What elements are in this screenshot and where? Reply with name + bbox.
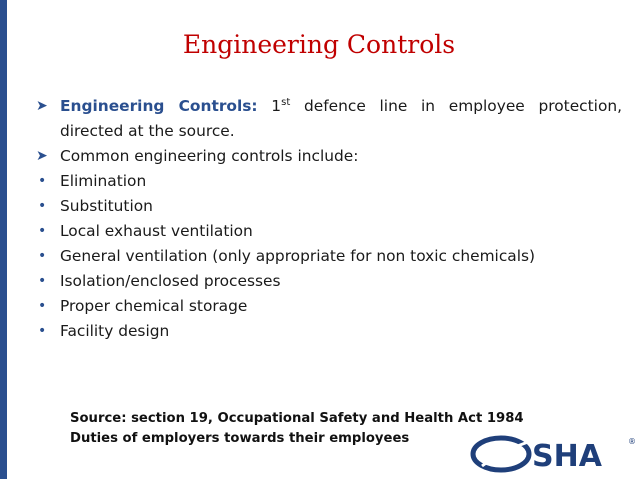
osha-logo-registered: ®	[628, 437, 636, 446]
intro-label: Engineering Controls:	[60, 97, 258, 115]
dot-bullet-icon: •	[38, 248, 47, 264]
list-item	[38, 244, 622, 269]
list-item	[38, 169, 622, 194]
arrow-bullet-icon: ➤	[36, 148, 48, 164]
slide-content	[36, 94, 623, 344]
slide-title: Engineering Controls	[182, 30, 456, 59]
source-line-2: Duties of employers towards their employees	[70, 431, 410, 446]
intro-text-post: defence line in employee protection, directed at the source.	[60, 97, 623, 140]
list-item	[38, 269, 622, 294]
source-line-1: Source: section 19, Occupational Safety and Health Act 1984	[70, 411, 524, 426]
dot-bullet-icon: •	[38, 298, 47, 314]
list-item-label: Local exhaust ventilation	[60, 222, 253, 240]
dot-bullet-icon: •	[38, 223, 47, 239]
intro-item	[36, 94, 623, 144]
dot-bullet-icon: •	[38, 198, 47, 214]
dot-bullet-icon: •	[38, 173, 47, 189]
list-item-label: Isolation/enclosed processes	[60, 272, 281, 290]
list-item	[38, 319, 622, 344]
dot-bullet-icon: •	[38, 273, 47, 289]
common-heading: Common engineering controls include:	[60, 147, 359, 165]
source-citation	[70, 409, 524, 449]
list-item-label: Elimination	[60, 172, 147, 190]
osha-logo	[470, 430, 638, 475]
intro-superscript: st	[281, 96, 291, 108]
list-item-label: Facility design	[60, 322, 170, 340]
left-accent-bar	[0, 0, 7, 479]
dot-bullet-icon: •	[38, 323, 47, 339]
list-item-label: General ventilation (only appropriate for non toxic chemicals)	[60, 247, 536, 265]
list-item	[38, 294, 622, 319]
common-heading-item	[36, 144, 622, 169]
list-item-label: Substitution	[60, 197, 153, 215]
arrow-bullet-icon: ➤	[36, 98, 48, 114]
list-item	[38, 194, 622, 219]
osha-logo-text: SHA	[532, 439, 602, 474]
list-item-label: Proper chemical storage	[60, 297, 248, 315]
list-item	[38, 219, 622, 244]
intro-text-pre: 1	[257, 97, 282, 115]
